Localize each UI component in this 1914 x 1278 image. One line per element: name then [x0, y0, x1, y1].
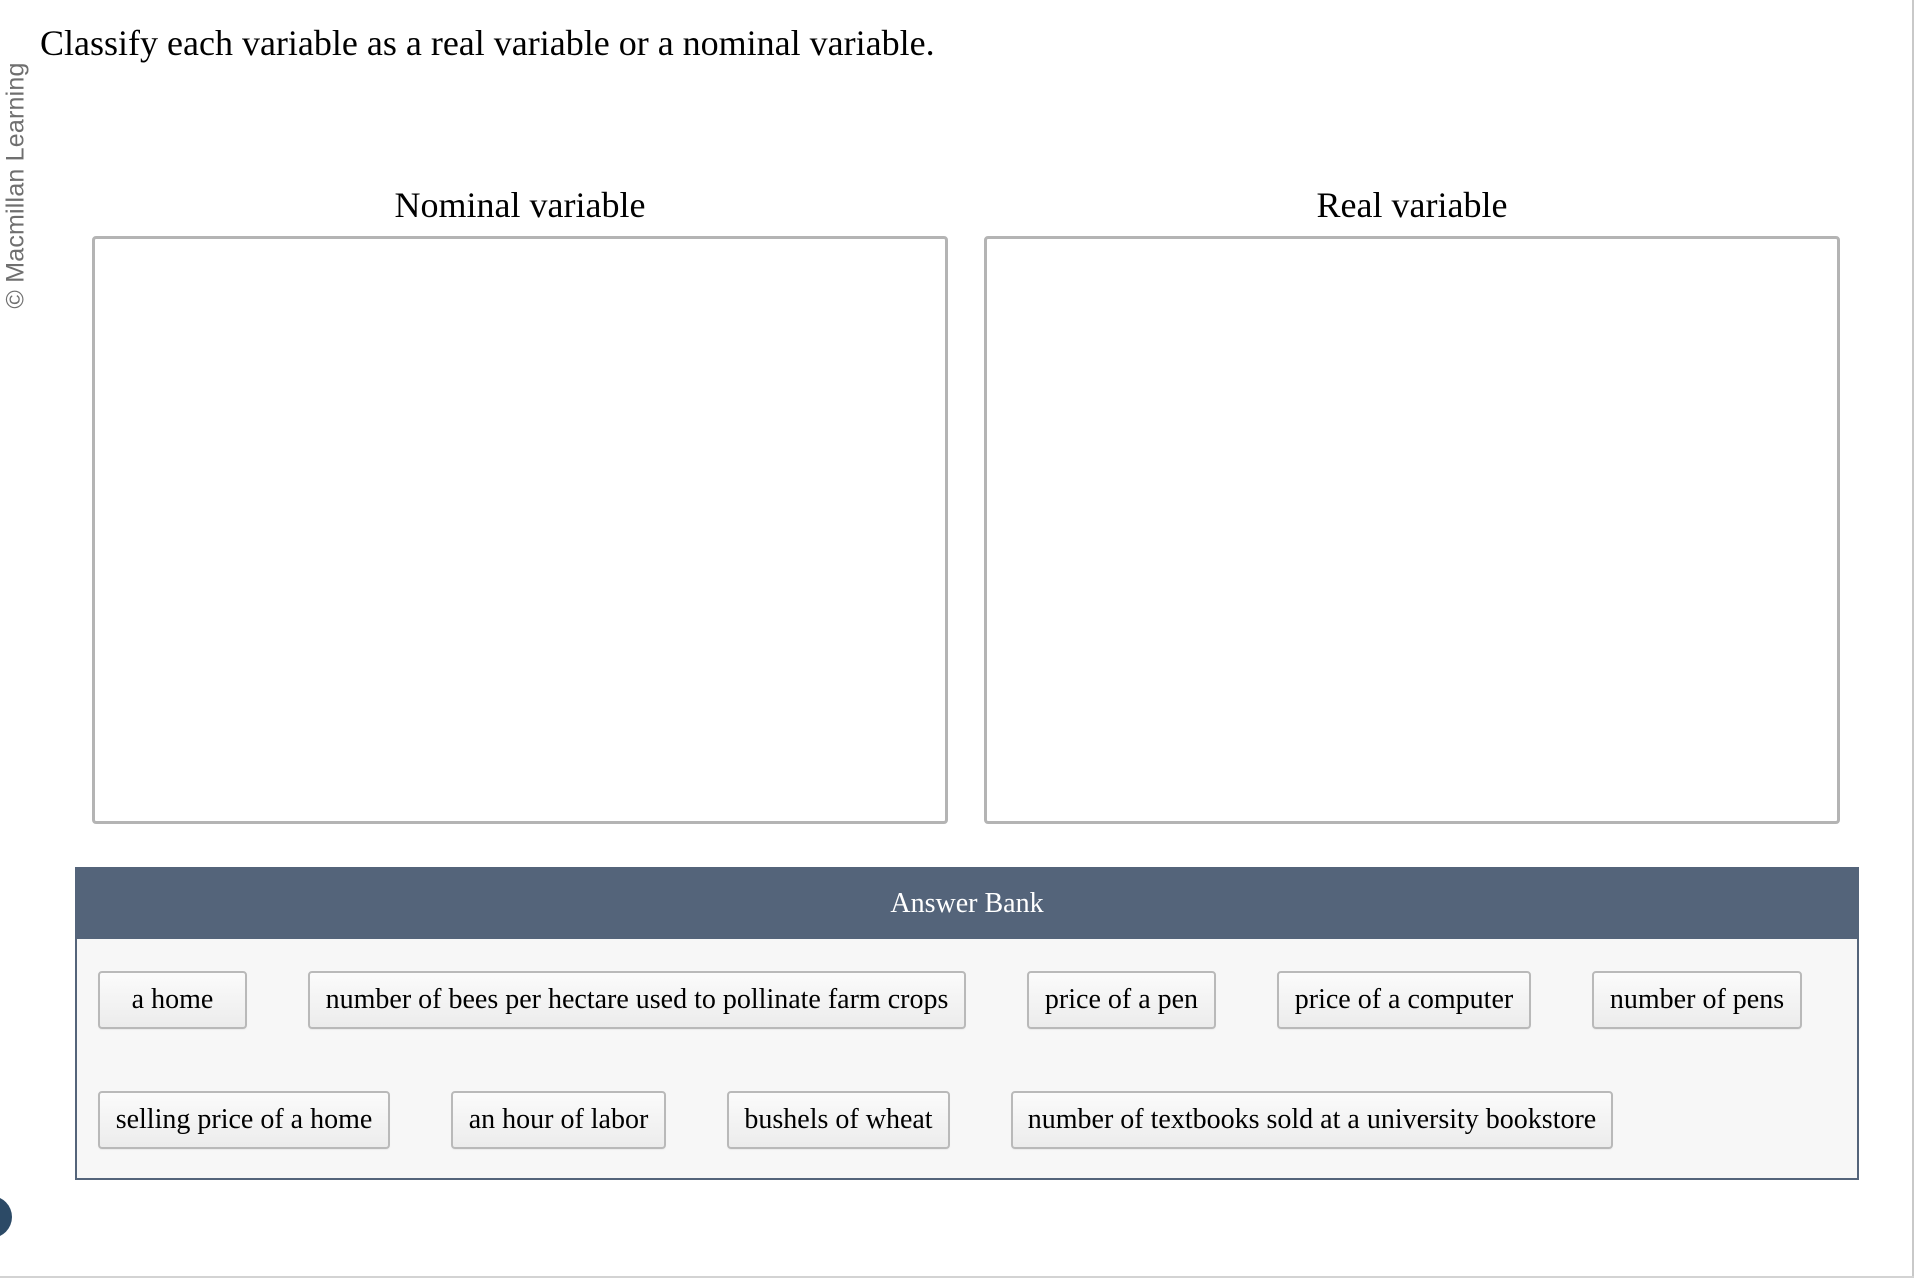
answer-chip-number-of-textbooks[interactable]: number of textbooks sold at a university bookstore [1011, 1091, 1613, 1149]
question-prompt: Classify each variable as a real variable or a nominal variable. [40, 23, 935, 63]
nominal-variable-drop-zone[interactable] [92, 236, 948, 824]
copyright-watermark [0, 40, 32, 330]
answer-chip-selling-price-of-a-home[interactable]: selling price of a home [98, 1091, 390, 1149]
answer-chip-bushels-of-wheat[interactable]: bushels of wheat [727, 1091, 950, 1149]
answer-chip-an-hour-of-labor[interactable]: an hour of labor [451, 1091, 666, 1149]
help-button[interactable] [0, 1196, 12, 1238]
real-variable-heading: Real variable [1316, 185, 1508, 225]
answer-chip-number-of-pens[interactable]: number of pens [1592, 971, 1802, 1029]
answer-bank [75, 867, 1859, 1180]
answer-chip-price-of-a-pen[interactable]: price of a pen [1027, 971, 1216, 1029]
nominal-variable-heading: Nominal variable [394, 185, 646, 225]
answer-chip-a-home[interactable]: a home [98, 971, 247, 1029]
real-variable-drop-zone[interactable] [984, 236, 1840, 824]
answer-bank-title: Answer Bank [77, 869, 1857, 939]
answer-chip-number-of-bees[interactable]: number of bees per hectare used to pollinate farm crops [308, 971, 966, 1029]
copyright-text: © Macmillan Learning [1, 61, 30, 309]
answer-chip-price-of-a-computer[interactable]: price of a computer [1277, 971, 1531, 1029]
